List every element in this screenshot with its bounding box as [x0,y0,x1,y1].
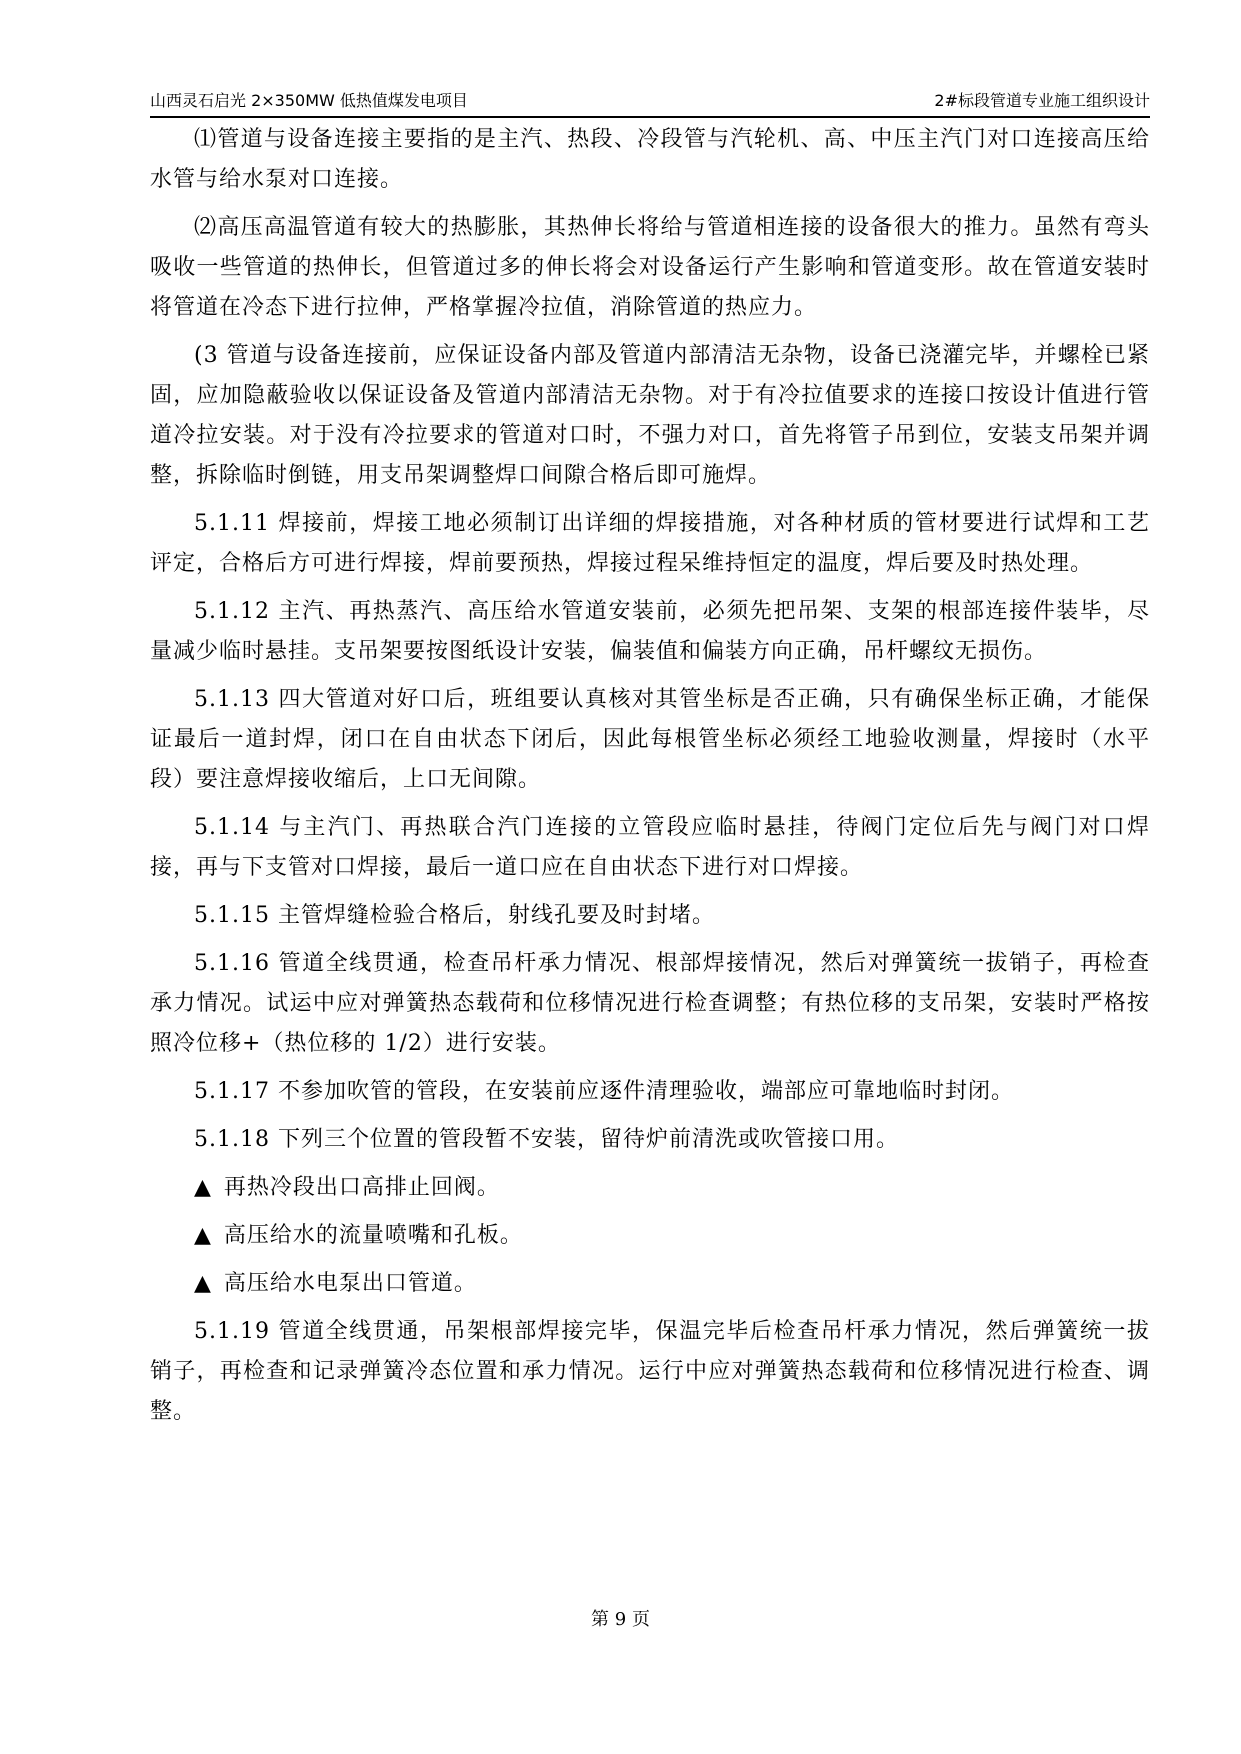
paragraph: 5.1.19 管道全线贯通，吊架根部焊接完毕，保温完毕后检查吊杆承力情况，然后弹簧统一拔销子，再检查和记录弹簧冷态位置和承力情况。运行中应对弹簧热态载荷和位移情况进行检查、调整。 [150,1319,1150,1424]
list-item-text: 高压给水的流量喷嘴和孔板。 [223,1223,523,1248]
paragraph: 5.1.11 焊接前，焊接工地必须制订出详细的焊接措施，对各种材质的管材要进行试焊和工艺评定，合格后方可进行焊接，焊前要预热，焊接过程呆维持恒定的温度，焊后要及时热处理。 [150,511,1150,576]
paragraph: 5.1.18 下列三个位置的管段暂不安装，留待炉前清洗或吹管接口用。 [194,1127,899,1152]
document-body [150,120,1150,1440]
header-project-title: 山西灵石启光 2×350MW 低热值煤发电项目 [150,91,468,110]
paragraph: 5.1.15 主管焊缝检验合格后，射线孔要及时封堵。 [194,903,715,928]
page-number: 第 9 页 [591,1609,650,1630]
paragraph: ⑴管道与设备连接主要指的是主汽、热段、冷段管与汽轮机、高、中压主汽门对口连接高压给水管与给水泵对口连接。 [150,127,1150,192]
triangle-bullet-icon: ▲ [194,1271,212,1296]
paragraph: 5.1.17 不参加吹管的管段，在安装前应逐件清理验收，端部应可靠地临时封闭。 [194,1079,1014,1104]
triangle-bullet-icon: ▲ [194,1175,212,1200]
header-document-title: 2#标段管道专业施工组织设计 [934,91,1150,110]
paragraph: 5.1.16 管道全线贯通，检查吊杆承力情况、根部焊接情况，然后对弹簧统一拔销子，再检查承力情况。试运中应对弹簧热态载荷和位移情况进行检查调整；有热位移的支吊架，安装时严格按照冷位移+（热位移的 1/2）进行安装。 [150,951,1150,1056]
list-item [150,1168,1150,1208]
list-item-text: 再热冷段出口高排止回阀。 [223,1175,500,1200]
list-item [150,1264,1150,1304]
paragraph: 5.1.14 与主汽门、再热联合汽门连接的立管段应临时悬挂，待阀门定位后先与阀门对口焊接，再与下支管对口焊接，最后一道口应在自由状态下进行对口焊接。 [150,815,1150,880]
paragraph: (3 管道与设备连接前，应保证设备内部及管道内部清洁无杂物，设备已浇灌完毕，并螺栓已紧固，应加隐蔽验收以保证设备及管道内部清洁无杂物。对于有冷拉值要求的连接口按设计值进行管道冷拉安装。对于没有冷拉要求的管道对口时，不强力对口，首先将管子吊到位，安装支吊架并调整，拆除临时倒链，用支吊架调整焊口间隙合格后即可施焊。 [150,343,1150,488]
list-item [150,1216,1150,1256]
paragraph: 5.1.13 四大管道对好口后，班组要认真核对其管坐标是否正确，只有确保坐标正确，才能保证最后一道封焊，闭口在自由状态下闭后，因此每根管坐标必须经工地验收测量，焊接时（水平段）要注意焊接收缩后，上口无间隙。 [150,687,1150,792]
triangle-bullet-icon: ▲ [194,1223,212,1248]
page-header [150,88,1150,118]
paragraph: ⑵高压高温管道有较大的热膨胀，其热伸长将给与管道相连接的设备很大的推力。虽然有弯头吸收一些管道的热伸长，但管道过多的伸长将会对设备运行产生影响和管道变形。故在管道安装时将管道在冷态下进行拉伸，严格掌握冷拉值，消除管道的热应力。 [150,215,1150,320]
paragraph: 5.1.12 主汽、再热蒸汽、高压给水管道安装前，必须先把吊架、支架的根部连接件装毕，尽量减少临时悬挂。支吊架要按图纸设计安装，偏装值和偏装方向正确，吊杆螺纹无损伤。 [150,599,1150,664]
list-item-text: 高压给水电泵出口管道。 [223,1271,477,1296]
